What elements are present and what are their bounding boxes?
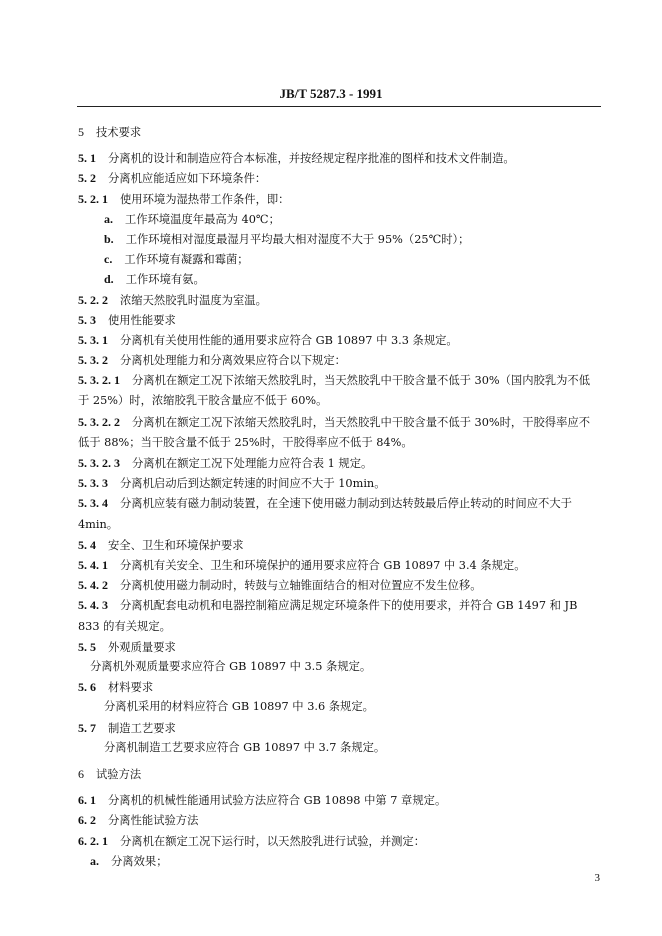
clause-text: 分离机的设计和制造应符合本标准，并按经规定程序批准的图样和技术文件制造。 (108, 152, 515, 166)
clause-text: 分离机应能适应如下环境条件： (108, 172, 267, 186)
clause-number: 5. 2. 1 (78, 191, 108, 206)
text-line (78, 595, 600, 636)
clause-text: 分离机在额定工况下处理能力应符合表 1 规定。 (132, 457, 373, 471)
clause-number: 5. 2 (78, 171, 96, 186)
clause-number: 6. 1 (78, 793, 96, 808)
text-line (78, 810, 600, 830)
text-line (78, 764, 600, 784)
page-number: 3 (594, 872, 600, 884)
clause-text: 分离机启动后到达额定转速的时间应不大于 10min。 (120, 477, 386, 491)
text-line (78, 637, 600, 657)
clause-text: 外观质量要求 (108, 640, 176, 654)
clause-number: 5. 3 (78, 312, 96, 327)
clause-number: 5. 5 (78, 639, 96, 654)
text-line (78, 310, 600, 330)
text-line (78, 738, 600, 758)
clause-number: 5. 3. 2. 3 (78, 456, 120, 471)
clause-text: 分离机在额定工况下浓缩天然胶乳时，当天然胶乳中干胶含量不低于 30%时，干胶得率应不低于 88%；当干胶含量不低于 25%时，干胶得率应不低于 84%。 (78, 415, 590, 449)
clause-text: 分离机应装有磁力制动装置，在全速下使用磁力制动到达转鼓最后停止转动的时间应不大于 4min。 (78, 497, 572, 531)
clause-text: 工作环境有凝露和霉菌； (124, 253, 249, 267)
clause-text: 分离机在额定工况下浓缩天然胶乳时，当天然胶乳中干胶含量不低于 30%（国内胶乳为不低于 25%）时，浓缩胶乳干胶含量应不低于 60%。 (78, 374, 590, 408)
text-line (78, 290, 600, 310)
text-line (78, 493, 600, 534)
text-line (78, 697, 600, 717)
clause-text: 安全、卫生和环境保护要求 (108, 538, 244, 552)
text-line (78, 229, 600, 249)
text-line (78, 249, 600, 269)
clause-number: 5. 2. 2 (78, 292, 108, 307)
clause-number: 5. 3. 2 (78, 353, 108, 368)
clause-text: 工作环境温度年最高为 40℃； (125, 212, 280, 226)
text-line (78, 209, 600, 229)
clause-text: 分离机使用磁力制动时，转鼓与立轴锥面结合的相对位置应不发生位移。 (120, 579, 482, 593)
text-line (78, 122, 600, 142)
clause-text: 分离机的机械性能通用试验方法应符合 GB 10898 中第 7 章规定。 (108, 794, 447, 808)
clause-number: 5. 3. 4 (78, 496, 108, 511)
clause-number: 5. 1 (78, 151, 96, 166)
text-line (78, 575, 600, 595)
text-line (78, 148, 600, 168)
clause-text: 工作环境有氨。 (125, 273, 205, 287)
clause-number: 5. 4. 2 (78, 578, 108, 593)
text-line (78, 473, 600, 493)
clause-number: 6 (78, 766, 84, 781)
clause-text: 分离性能试验方法 (108, 814, 199, 828)
clause-text: 使用环境为湿热带工作条件，即： (120, 192, 290, 206)
clause-number: 6. 2 (78, 813, 96, 828)
text-line (78, 831, 600, 851)
clause-text: 分离机有关安全、卫生和环境保护的通用要求应符合 GB 10897 中 3.4 条规定。 (120, 559, 526, 573)
document-body (78, 116, 600, 871)
clause-text: 分离机有关使用性能的通用要求应符合 GB 10897 中 3.3 条规定。 (120, 333, 458, 347)
clause-number: c. (104, 252, 113, 267)
clause-text: 使用性能要求 (108, 313, 176, 327)
clause-number: 5. 4 (78, 537, 96, 552)
clause-number: 5. 7 (78, 720, 96, 735)
text-line (78, 350, 600, 370)
clause-text: 材料要求 (108, 681, 154, 695)
header-rule (77, 106, 601, 107)
text-line (78, 535, 600, 555)
text-line (78, 330, 600, 350)
text-line (78, 677, 600, 697)
clause-number: d. (104, 272, 114, 287)
clause-number: 5. 3. 1 (78, 332, 108, 347)
clause-text: 分离机外观质量要求应符合 GB 10897 中 3.5 条规定。 (90, 660, 372, 673)
text-line (78, 851, 600, 871)
clause-number: a. (90, 853, 99, 868)
clause-text: 浓缩天然胶乳时温度为室温。 (120, 293, 267, 307)
clause-number: 5. 4. 3 (78, 598, 108, 613)
text-line (78, 718, 600, 738)
text-line (78, 790, 600, 810)
clause-number: 6. 2. 1 (78, 833, 108, 848)
clause-number: a. (104, 211, 113, 226)
clause-number: 5. 6 (78, 680, 96, 695)
clause-text: 分离机配套电动机和电器控制箱应满足规定环境条件下的使用要求，并符合 GB 1497 和 JB 833 的有关规定。 (78, 599, 578, 633)
text-line (78, 269, 600, 289)
clause-text: 试验方法 (96, 767, 142, 781)
clause-text: 制造工艺要求 (108, 721, 176, 735)
clause-text: 分离机在额定工况下运行时，以天然胶乳进行试验，并测定： (120, 834, 426, 848)
text-line (78, 370, 600, 411)
clause-number: 5 (78, 125, 84, 139)
text-line (78, 412, 600, 453)
standard-number-header: JB/T 5287.3 - 1991 (279, 86, 383, 101)
clause-number: b. (104, 231, 114, 246)
clause-text: 分离机制造工艺要求应符合 GB 10897 中 3.7 条规定。 (104, 740, 386, 754)
text-line (78, 453, 600, 473)
clause-number: 5. 3. 2. 2 (78, 414, 120, 429)
clause-text: 分离机采用的材料应符合 GB 10897 中 3.6 条规定。 (104, 700, 374, 714)
clause-text: 技术要求 (96, 126, 142, 139)
text-line (78, 555, 600, 575)
clause-number: 5. 3. 3 (78, 476, 108, 491)
text-line (78, 189, 600, 209)
clause-text: 分离效果； (111, 854, 168, 868)
text-line (78, 657, 600, 677)
clause-text: 工作环境相对湿度最湿月平均最大相对湿度不大于 95%（25℃时）； (125, 232, 470, 246)
clause-number: 5. 4. 1 (78, 558, 108, 573)
clause-number: 5. 3. 2. 1 (78, 373, 120, 388)
clause-text: 分离机处理能力和分离效果应符合以下规定： (120, 354, 346, 368)
text-line (78, 168, 600, 188)
